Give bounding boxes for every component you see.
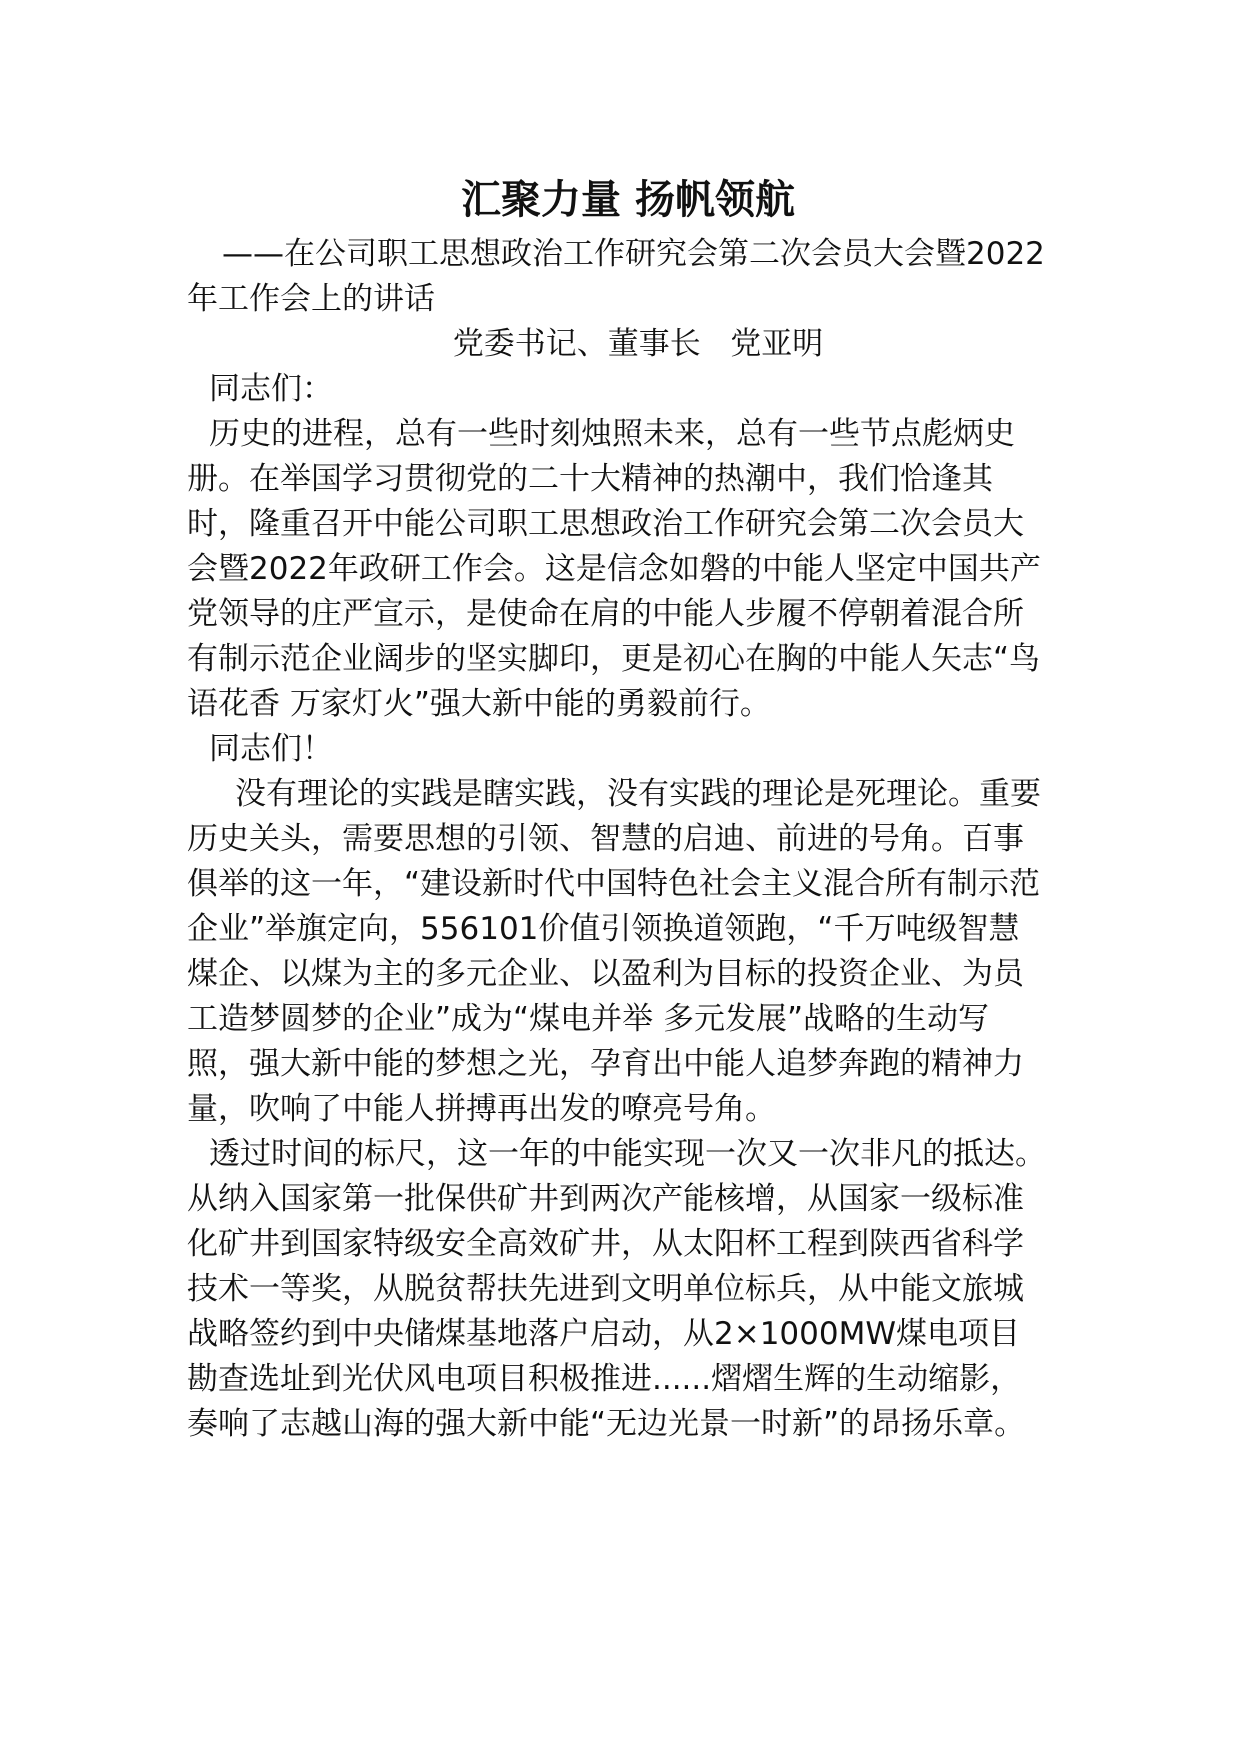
author-name: 党亚明 [730,326,824,362]
paragraph-achievements: 透过时间的标尺，这一年的中能实现一次又一次非凡的抵达。从纳入国家第一批保供矿井到两次产能核增，从国家一级标准化矿井到国家特级安全高效矿井，从太阳杯工程到陕西省科学技术一等奖，从脱贫帮扶先进到文明单位标兵，从中能文旅城战略签约到中央储煤基地落户启动，从2×1000MW煤电项目勘查选址到光伏风电项目积极推进......熠熠生辉的生动缩影，奏响了志越山海的强大新中能“无边光景一时新”的昂扬乐章。 [187,1136,1046,1442]
salutation-second: 同志们！ [209,731,333,767]
document-subtitle: ——在公司职工思想政治工作研究会第二次会员大会暨2022年工作会上的讲话 [187,236,1045,317]
document-body [187,168,1049,1447]
author-position: 党委书记、董事长 [452,326,701,362]
paragraph-history: 历史的进程，总有一些时刻烛照未来，总有一些节点彪炳史册。在举国学习贯彻党的二十大精神的热潮中，我们恰逢其时，隆重召开中能公司职工思想政治工作研究会第二次会员大会暨2022年政研工作会。这是信念如磐的中能人坚定中国共产党领导的庄严宣示，是使命在肩的中能人步履不停朝着混合所有制示范企业阔步的坚实脚印，更是初心在胸的中能人矢志“鸟语花香 万家灯火”强大新中能的勇毅前行。 [187,416,1041,722]
paragraph-theory: 没有理论的实践是瞎实践，没有实践的理论是死理论。重要历史关头，需要思想的引领、智慧的启迪、前进的号角。百事俱举的这一年，“建设新时代中国特色社会主义混合所有制示范企业”举旗定向，556101价值引领换道领跑，“千万吨级智慧煤企、以煤为主的多元企业、以盈利为目标的投资企业、为员工造梦圆梦的企业”成为“煤电并举 多元发展”战略的生动写照，强大新中能的梦想之光，孕育出中能人追梦奔跑的精神力量，吹响了中能人拼搏再出发的嘹亮号角。 [187,776,1041,1127]
author-line [187,322,1049,367]
document-title: 汇聚力量 扬帆领航 [461,177,795,223]
salutation-first: 同志们： [209,371,333,407]
